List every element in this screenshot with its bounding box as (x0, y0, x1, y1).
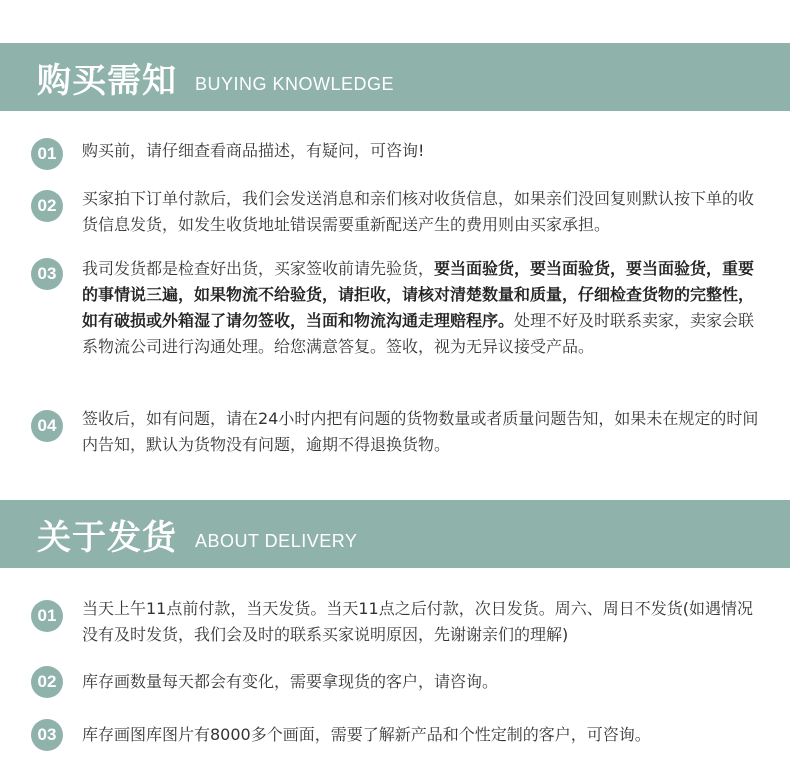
delivery-item-3 (31, 719, 761, 751)
delivery-item-2 (31, 666, 761, 698)
delivery-item-text: 当天上午11点前付款，当天发货。当天11点之后付款，次日发货。周六、周日不发货(如遇情况没有及时发货，我们会及时的联系买家说明原因，先谢谢亲们的理解) (82, 599, 753, 644)
buying-item-text (82, 256, 761, 360)
item-number-badge: 01 (31, 138, 63, 170)
item-number-badge: 02 (31, 666, 63, 698)
buying-title-en: BUYING KNOWLEDGE (195, 73, 395, 94)
item-number-badge: 01 (31, 600, 63, 632)
buying-item-emphasis: 要当面验货，要当面验货，要当面验货，重要的事情说三遍，如果物流不给验货，请拒收，请核对清楚数量和质量，仔细检查货物的完整性，如有破损或外箱湿了请勿签收，当面和物流沟通走理赔程序。 (82, 259, 755, 330)
item-number-badge: 03 (31, 258, 63, 290)
buying-title-cn: 购买需知 (37, 60, 177, 101)
item-number-badge: 02 (31, 190, 63, 222)
buying-item-text-part: 处理不好及时联系卖家，卖家会联系物流公司进行沟通处理。给您满意答复。签收，视为无异议接受产品。 (82, 311, 755, 356)
buying-item-3 (31, 256, 761, 360)
buying-item-1 (31, 138, 761, 170)
buying-item-2 (31, 186, 761, 238)
delivery-item-text: 库存画数量每天都会有变化，需要拿现货的客户，请咨询。 (82, 672, 499, 691)
buying-knowledge-banner (0, 43, 790, 111)
delivery-title-en: ABOUT DELIVERY (195, 530, 358, 551)
delivery-title-cn: 关于发货 (37, 517, 177, 558)
buying-item-text: 购买前，请仔细查看商品描述，有疑问，可咨询! (82, 141, 425, 160)
buying-item-text-part: 我司发货都是检查好出货，买家签收前请先验货， (82, 259, 435, 278)
delivery-item-1 (31, 596, 761, 648)
item-number-badge: 04 (31, 410, 63, 442)
buying-item-text: 买家拍下订单付款后，我们会发送消息和亲们核对收货信息，如果亲们没回复则默认按下单的收货信息发货，如发生收货地址错误需要重新配送产生的费用则由买家承担。 (82, 189, 755, 234)
about-delivery-banner (0, 500, 790, 568)
delivery-item-text: 库存画图库图片有8000多个画面，需要了解新产品和个性定制的客户，可咨询。 (82, 725, 651, 744)
buying-item-text: 签收后，如有问题，请在24小时内把有问题的货物数量或者质量问题告知，如果未在规定的时间内告知，默认为货物没有问题，逾期不得退换货物。 (82, 409, 759, 454)
item-number-badge: 03 (31, 719, 63, 751)
buying-item-4 (31, 406, 761, 458)
